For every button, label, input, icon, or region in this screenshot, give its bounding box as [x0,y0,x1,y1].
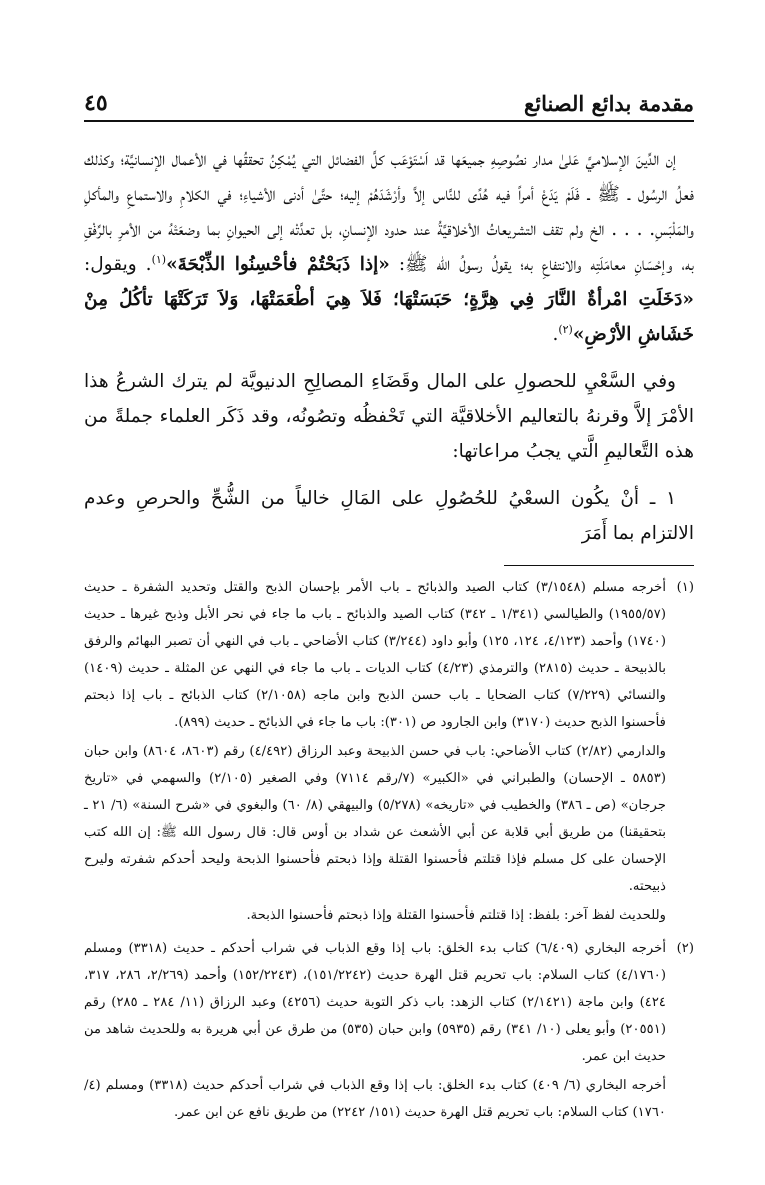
running-header [84,84,694,122]
footnote-divider [504,565,694,566]
footnote-paragraph: أخرجه البخاري (٦/٤٠٩) كتاب بدء الخلق: باب إذا وقع الذباب في شراب أحدكم ـ حديث (٣٣١٨) ومسلم (٤/١٧٦٠) كتاب السلام: باب تحريم قتل الهرة حديث (١٥١/٢٢٤٢)، (١٥٢/٢٢٤٣) وأحمد (٢/٢٦٩، ٢٨٦، ٣١٧، ٤٢٤) وابن ماجة (٢/١٤٢١) كتاب الزهد: باب ذكر التوبة حديث (٤٢٥٦) وعبد الرزاق (١١/ ٢٨٤ ـ ٢٨٥) رقم (٢٠٥٥١) وأبو يعلى (١٠/ ٣٤١) رقم (٥٩٣٥) وابن حبان (٥٣٥) من طرق عن أبي هريرة به وللحديث شاهد من حديث ابن عمر. [84,941,666,1064]
footnote-body [84,574,666,931]
footnote-1 [84,574,694,931]
book-page [84,84,694,1132]
running-title: مقدمة بدائع الصنائع [524,91,694,116]
paragraph-1-continued: . ويقول: [84,254,152,275]
footnote-paragraph: أخرجه مسلم (٣/١٥٤٨) كتاب الصيد والذبائح ـ باب الأمر بإحسان الذبح والقتل وتحديد الشفرة ـ حديث (١٩٥٥/٥٧) والطيالسي (١/٣٤١ ـ ٣٤٢) كتاب الصيد والذبائح ـ باب ما جاء في نحر الأبل وذبح غيرها ـ حديث (١٧٤٠) وأحمد (٤/١٢٣، ١٢٤، ١٢٥) وأبو داود (٣/٢٤٤) كتاب الأضاحي ـ باب في النهي أن تصبر البهائم والرفق بالذبيحة ـ حديث (٢٨١٥) والترمذي (٤/٢٣) كتاب الديات ـ باب ما جاء في النهي عن المثلة ـ حديث (١٤٠٩) والنسائي (٧/٢٢٩) كتاب الضحايا ـ باب حسن الذبح وابن ماجه (٢/١٠٥٨) كتاب الذبائح ـ باب إذا ذبحتم فأحسنوا الذبح حديث (٣١٧٠) وابن الجارود ص (٣٠١): باب ما جاء في الذبائح ـ حديث (٨٩٩). [84,580,666,730]
footnotes [84,574,694,1128]
footnote-paragraph: وللحديث لفظ آخر: بلفظ: إذا قتلتم فأحسنوا القتلة وإذا ذبحتم فأحسنوا الذبحة. [246,908,666,923]
page-number: ٤٥ [84,90,108,116]
footnote-ref-1[interactable]: (١) [151,252,167,266]
paragraph-2: وفي السَّعْيِ للحصولِ على المال وقَضَاءِ المصالِحِ الدنيويَّة لم يترك الشرعُ هذا الأمْرَ إلاَّ وقرنهُ بالتعاليم الأخلاقيَّة التي تَحْفظُه وتصُونُه، وقد ذَكَر العلماء جملةً من هذه التَّعاليمِ الَّتي يجبُ مراعاتها: [84,371,694,462]
footnote-number: (١) [676,580,694,595]
paragraph-1 [84,142,694,352]
footnote-ref-2[interactable]: (٢) [558,322,573,336]
footnote-paragraph: والدارمي (٢/٨٢) كتاب الأضاحي: باب في حسن الذبيحة وعبد الرزاق (٤/٤٩٢) رقم (٨٦٠٣، ٨٦٠٤) وابن حبان (٥٨٥٣ ـ الإحسان) والطبراني في «الكبير» (٧/رقم ٧١١٤) وفي الصغير (٢/١٠٥) والسهمي في «تاريخ جرجان» (ص ـ ٣٨٦) والخطيب في «تاريخه» (٥/٢٧٨) والبيهقي (٨/ ٦٠) والبغوي في «شرح السنة» (٦/ ٢١ ـ بتحقيقنا) من طريق أبي قلابة عن أبي الأشعث عن شداد بن أوس قال: قال رسول الله ﷺ: إن الله كتب الإحسان على كل مسلم فإذا قتلتم فأحسنوا القتلة وإذا ذبحتم فأحسنوا الذبحة وليحد أحدكم شفرته وليرح ذبيحته. [84,744,667,894]
footnote-2 [84,935,694,1128]
paragraph-3: ١ ـ أنْ يكُون السعْيُ للحُصُولِ على المَالِ خالياً من الشُّحِّ والحرصِ وعدم الالتزام بما أَمَرَ [84,488,694,544]
paragraph-1-text: إن الدِّينَ الإسلاميَّ عَلىٰ مدار نصُوصِهِ جميعَها قد اَسْتَوْعَب كلَّ الفضائل التي يُمْكِنُ تحققُها في الأعمال الإنسانيَّة؛ وكذلك فعلُ الرسُول ـ ﷺ ـ فَلَمْ يَدَعْ أمراً فيه هُدًى للنَّاس إلاَّ وأرْشَدَهُمْ إليه؛ حتَّىٰ أدنى الأشياءِ؛ في الكلامِ والاستماعِ والمأكلِ والمَلْبَسِ. . . . الخ ولم تقف التشريعاتُ الأخلاقيَّةُ عند حدود الإنسانِ، بل تعدَّتْه إلى الحيوانِ بما وضعَتْهُ من الأمرِ بالرِّفْقِ به، وإحْسَانِ معامَلَتِه والانتفاعِ به؛ يقولُ رسولُ الله ﷺ: [84,149,694,275]
main-text [84,142,694,551]
hadith-quote-2: «دَخَلَتِ امْرأةٌ النَّارَ فِي هِرَّةٍ؛ حَبَسَتْهَا؛ فَلاَ هِيَ أطْعَمَتْهَا، وَلاَ تَرَكَتْهَا تأكُلُ مِنْ خَشَاشِ الأرْضِ» [84,289,694,345]
footnote-body [84,935,666,1128]
footnote-number: (٢) [676,941,694,956]
hadith-quote-1: «إذا ذَبَحْتُمْ فأحْسِنُوا الذِّبْحَةَ» [166,254,390,275]
footnote-paragraph: أخرجه البخاري (٦/ ٤٠٩) كتاب بدء الخلق: باب إذا وقع الذباب في شراب أحدكم حديث (٣٣١٨) ومسلم (٤/ ١٧٦٠) كتاب السلام: باب تحريم قتل الهرة حديث (١٥١/ ٢٢٤٢) من طريق نافع عن ابن عمر. [84,1078,666,1120]
paragraph-1-end: . [552,324,559,345]
